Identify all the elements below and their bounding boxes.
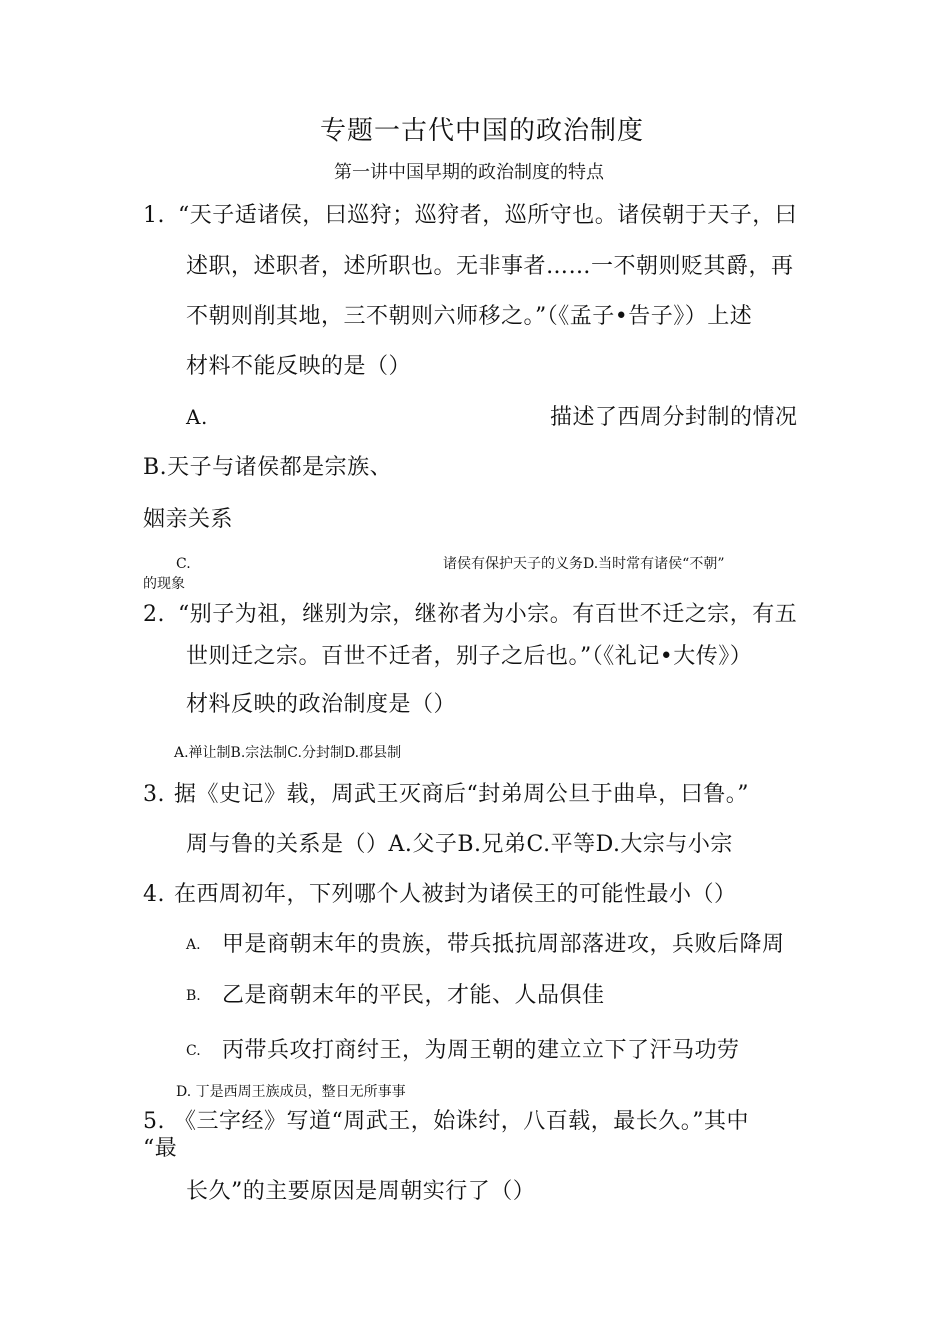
q1-stem-line-4: 材料不能反映的是（） (186, 354, 412, 379)
q1-option-b-line-2: 姻亲关系 (143, 507, 234, 532)
q2-number: 2. (143, 602, 165, 627)
q5-stem-line-1: 《三字经》写道“周武王，始诛纣，八百载，最长久。”其中 (174, 1109, 749, 1134)
q3-stem-line-2: 周与鲁的关系是（）A.父子B.兄弟C.平等D.大宗与小宗 (186, 832, 733, 857)
q1-option-c-letter: C. (176, 556, 191, 572)
q1-option-d-tail: 的现象 (143, 576, 185, 592)
q4-number: 4. (143, 882, 165, 907)
q1-option-a-text: 描述了西周分封制的情况 (550, 405, 798, 430)
q4-option-c-text: 丙带兵攻打商纣王，为周王朝的建立立下了汗马功劳 (222, 1038, 740, 1063)
q4-option-d: D. 丁是西周王族成员，整日无所事事 (176, 1084, 406, 1100)
doc-title: 专题一古代中国的政治制度 (320, 116, 645, 146)
q1-option-a-letter: A. (186, 405, 208, 429)
q1-number: 1. (143, 203, 165, 228)
q2-stem-line-1: “别子为祖，继别为宗，继祢者为小宗。有百世不迁之宗，有五 (178, 602, 798, 627)
q4-stem: 在西周初年，下列哪个人被封为诸侯王的可能性最小（） (174, 882, 737, 907)
q3-number: 3. (143, 782, 165, 807)
q1-stem-line-1: “天子适诸侯，曰巡狩；巡狩者，巡所守也。诸侯朝于天子，曰 (178, 203, 798, 228)
q1-option-c-d-text: 诸侯有保护天子的义务D.当时常有诸侯“不朝” (443, 556, 725, 572)
q1-option-b-line-1: B.天子与诸侯都是宗族、 (143, 455, 393, 480)
q4-option-a-letter: A. (186, 937, 201, 953)
q2-stem-line-2: 世则迁之宗。百世不迁者，别子之后也。”（《礼记•大传》） (186, 644, 753, 669)
q5-stem-line-2: 长久”的主要原因是周朝实行了（） (186, 1179, 536, 1204)
q4-option-a-text: 甲是商朝末年的贵族，带兵抵抗周部落进攻，兵败后降周 (222, 932, 785, 957)
q2-options: A.禅让制B.宗法制C.分封制D.郡县制 (174, 745, 402, 761)
doc-subtitle: 第一讲中国早期的政治制度的特点 (334, 162, 604, 183)
q4-option-b-text: 乙是商朝末年的平民，才能、人品俱佳 (222, 983, 605, 1008)
q1-stem-line-2: 述职，述职者，述所职也。无非事者……一不朝则贬其爵，再 (186, 254, 794, 279)
q2-stem-line-3: 材料反映的政治制度是（） (186, 692, 457, 717)
q1-stem-line-3: 不朝则削其地，三不朝则六师移之。”（《孟子•告子》）上述 (186, 304, 753, 329)
q3-stem-line-1: 据《史记》载，周武王灭商后“封弟周公旦于曲阜，曰鲁。” (174, 782, 749, 807)
q4-option-c-letter: C. (186, 1043, 201, 1059)
q5-stem-line-1-tail: “最 (143, 1136, 178, 1161)
q5-number: 5. (143, 1109, 165, 1134)
q4-option-b-letter: B. (186, 988, 201, 1004)
